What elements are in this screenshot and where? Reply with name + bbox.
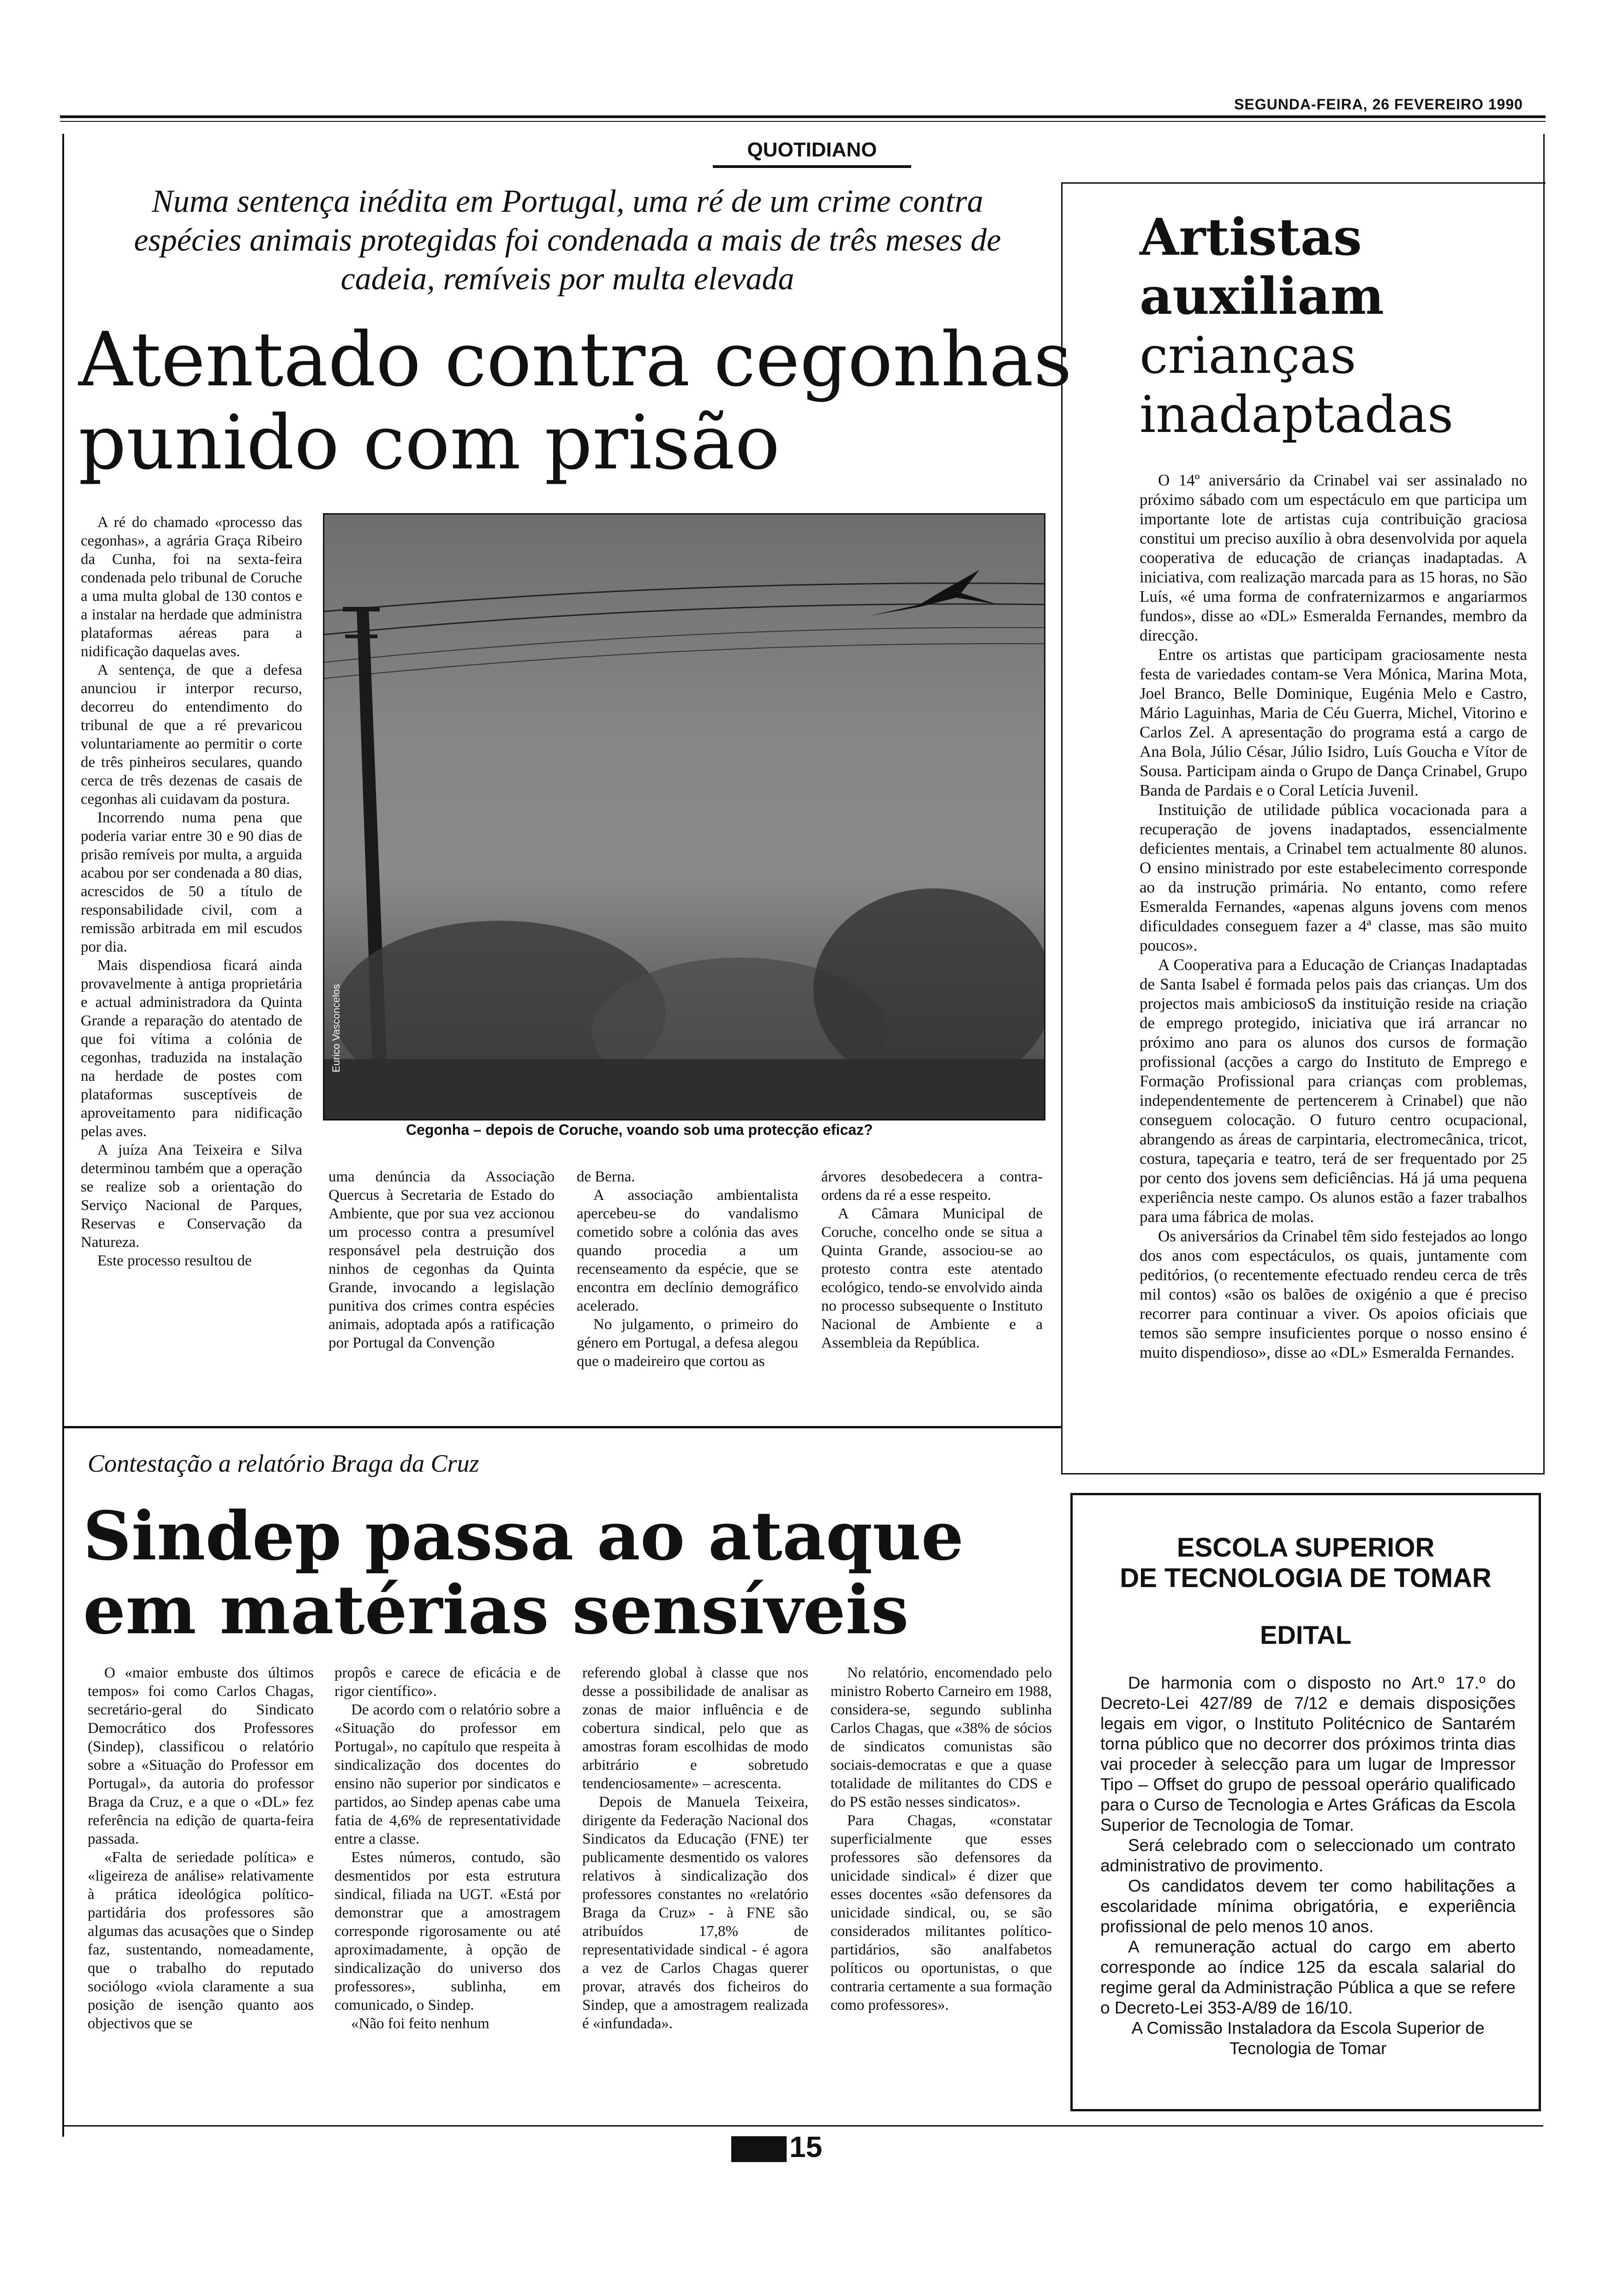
stork-photo [323, 513, 1045, 1121]
paragraph: A associação ambientalista apercebeu-se do vandalismo cometido sobre a colónia das aves quando procedia a um recenseamento da espécie, que se encontra em declínio demográfico acelerado. [577, 1187, 798, 1314]
edital-school-line2: DE TECNOLOGIA DE TOMAR [1120, 1563, 1492, 1593]
paragraph: Será celebrado com o seleccionado um contrato administrativo de provimento. [1100, 1836, 1516, 1875]
paragraph: A ré do chamado «processo das cegonhas», a agrária Graça Ribeiro da Cunha, foi na sexta-feira condenada pelo tribunal de Coruche a uma multa global de 130 contos e a instalar na herdade que administra plataformas aéreas para a nidificação daquelas aves. [81, 514, 302, 660]
paragraph: Para Chagas, «constatar superficialmente que esses professores são defensores da unicidade sindical» é dizer que esses docentes «são defensores da unicidade sindical, ou, se são considerados militantes político-partidários, são analfabetos políticos ou oportunistas, o que contraria certamente a sua formação como professores». [830, 1812, 1052, 2013]
paragraph: A sentença, de que a defesa anunciou ir interpor recurso, decorreu do entendimento do tribunal de que a ré prevaricou voluntariamente ao permitir o corte de três pinheiros seculares, quando cerca de três dezenas de casais de cegonhas ali cuidavam da postura. [81, 662, 302, 808]
artists-headline-line4: inadaptadas [1140, 385, 1454, 444]
paragraph: propôs e carece de eficácia e de rigor científico». [334, 1665, 561, 1700]
photo-caption: Cegonha – depois de Coruche, voando sob uma protecção eficaz? [406, 1121, 873, 1138]
paragraph: Os aniversários da Crinabel têm sido festejados ao longo dos anos com espectáculos, os quais, juntamente com peditórios, (o recentemente efectuado rendeu cerca de três mil contos) «são os balões de oxigénio a que é preciso recorrer para continuar a viver. Os apoios oficiais que temos são sempre insuficientes porque o nosso ensino é muito dispendioso», disse ao «DL» Esmeralda Fernandes. [1140, 1227, 1527, 1361]
paragraph: «Falta de seriedade política» e «ligeireza de análise» relativamente à prática ideológica político-partidária dos professores são algumas das acusações que o Sindep faz, sustentando, nomeadamente, que o trabalho do reputado sociólogo «viola claramente a sua posição de isenção quanto aos objectivos que se [88, 1849, 314, 2032]
right-column-frame-top [1061, 182, 1546, 184]
storks-headline-line1: Atentado contra cegonhas [78, 317, 1072, 403]
section-label: QUOTIDIANO [747, 138, 877, 161]
paragraph: Estes números, contudo, são desmentidos por esta estrutura sindical, filiada na UGT. «Está por demonstrar que a amostragem corresponde rigorosamente ou até aproximadamente, à opção de sindicalização do universo dos professores», sublinha, em comunicado, o Sindep. [334, 1849, 561, 2013]
stork-icon [864, 565, 1003, 621]
paragraph: referendo global à classe que nos desse a possibilidade de analisar as zonas de maior influência e de cobertura sindical, pelo que as amostras foram escolhidas de modo arbitrário e sobretudo tendenciosamente» – acrescenta. [582, 1665, 808, 1792]
sindep-column-4 [830, 1664, 1052, 2014]
photo-credit: Eurico Vasconcelos [330, 984, 342, 1073]
edital-label: EDITAL [1260, 1620, 1352, 1649]
artists-headline-line2: auxiliam [1140, 266, 1384, 326]
paragraph: Entre os artistas que participam graciosamente nesta festa de variedades contam-se Vera Mónica, Marina Mota, Joel Branco, Belle Dominique, Eugénia Melo e Castro, Mário Laguinhas, Maria de Céu Guerra, Michel, Vitorino e Carlos Zel. A apresentação do programa está a cargo de Ana Bola, Júlio César, Júlio Isidro, Luís Goucha e Vítor de Sousa. Participam ainda o Grupo de Dança Crinabel, Grupo Banda de Pardais e o Coral Letícia Juvenil. [1140, 646, 1527, 799]
artists-headline-line1: Artistas [1140, 207, 1362, 267]
edital-box [1070, 1493, 1541, 2111]
paragraph: De harmonia com o disposto no Art.º 17.º do Decreto-Lei 427/89 de 7/12 e demais disposições legais em vigor, o Instituto Politécnico de Santarém torna público que no decorrer dos próximos trinta dias vai proceder à selecção para um lugar de Impressor Tipo – Offset do grupo de pessoal operário qualificado para o Curso de Tecnologia e Artes Gráficas da Escola Superior de Tecnologia de Tomar. [1100, 1673, 1516, 1834]
edital-signature: A Comissão Instaladora da Escola Superior de Tecnologia de Tomar [1131, 2019, 1485, 2058]
edital-school-line1: ESCOLA SUPERIOR [1176, 1533, 1435, 1563]
storks-headline-line2: punido com prisão [78, 400, 780, 486]
edital-body [1100, 1673, 1516, 2059]
storks-deck: Numa sentença inédita em Portugal, uma ré de um crime contra espécies animais protegidas foi condenada a mais de três meses de cadeia, remíveis por multa elevada [134, 184, 1001, 297]
publication-logo [731, 2136, 787, 2162]
top-rule-thin [60, 121, 1546, 122]
paragraph: uma denúncia da Associação Quercus à Secretaria de Estado do Ambiente, que por sua vez accionou um processo contra a presumível responsável pela destruição dos ninhos de cegonhas da Quinta Grande, invocando a legislação punitiva dos crimes contra espécies animais, adoptada após a ratificação por Portugal da Convenção [328, 1168, 555, 1351]
sindep-headline-line2: em matérias sensíveis [83, 1571, 909, 1649]
sindep-column-3 [582, 1664, 808, 2033]
paragraph: A Cooperativa para a Educação de Crianças Inadaptadas de Santa Isabel é formada pelos pais das crianças. Um dos projectos mais ambiciosoS da instituição reside na criação de emprego protegido, iniciativa que irá arrancar no próximo ano para os alunos dos cursos de formação profissional (acções a cargo do Instituto de Emprego e Formação Profissional para crianças com problemas, independentemente de pertencerem à Crinabel) que não conseguem colocação. O futuro centro ocupacional, abrangendo as áreas de carpintaria, electromecânica, tricot, costura, tapeçaria e teatro, terá de ser frequentado por 25 por cento dos jovens sem deficiências. Há já uma pequena experiência neste campo. Os alunos estão a fazer trabalhos para uma fábrica de molas. [1140, 956, 1527, 1226]
left-frame-rule [62, 134, 64, 2137]
paragraph: De acordo com o relatório sobre a «Situação do professor em Portugal», no capítulo que respeita à sindicalização dos docentes do ensino não superior por sindicatos e partidos, ao Sindep apenas cabe uma fatia de 4,6% de representatividade entre a classe. [334, 1702, 561, 1847]
page-date: SEGUNDA-FEIRA, 26 FEVEREIRO 1990 [1234, 96, 1523, 113]
paragraph: Este processo resultou de [97, 1252, 252, 1269]
paragraph: A Câmara Municipal de Coruche, concelho onde se situa a Quinta Grande, associou-se ao protesto contra este atentado ecológico, tendo-se envolvido ainda no processo subsequente o Instituto Nacional de Ambiente e a Assembleia da República. [821, 1205, 1043, 1351]
middle-rule [62, 1426, 1063, 1428]
paragraph: Incorrendo numa pena que poderia variar entre 30 e 90 dias de prisão remíveis por multa, a arguida acabou por ser condenada a 80 dias, acrescidos de 50 a título de responsabilidade civil, com a remissão arbitrada em mil escudos por dia. [81, 809, 302, 955]
storks-column-4 [821, 1168, 1043, 1352]
paragraph: Mais dispendiosa ficará ainda provavelmente à antiga proprietária e actual administradora da Quinta Grande a reparação do atentado de que foi vítima a colónia de cegonhas, traduzida na instalação na herdade de postes com plataformas susceptíveis de aproveitamento para nidificação pelas aves. [81, 957, 302, 1140]
storks-column-3 [577, 1168, 798, 1371]
paragraph: No relatório, encomendado pelo ministro Roberto Carneiro em 1988, considera-se, segundo sublinha Carlos Chagas, que «38% de sócios de sindicatos comunistas são sociais-democratas e que a quase totalidade de militantes do CDS e do PS estão nesses sindicatos». [830, 1665, 1052, 1810]
page-number [731, 2130, 822, 2164]
right-column-frame-bottom [1061, 1473, 1545, 1474]
paragraph: O 14º aniversário da Crinabel vai ser assinalado no próximo sábado com um espectáculo em que participa um importante lote de artistas cuja contribuição graciosa constitui um preciso auxílio à obra desenvolvida por aquela cooperativa de educação de crianças inadaptadas. A iniciativa, com realização marcada para as 15 horas, no São Luís, «é uma forma de confraternizarmos e angariarmos fundos», disse ao «DL» Esmeralda Fernandes, membro da direcção. [1140, 471, 1527, 644]
paragraph: de Berna. [577, 1168, 635, 1185]
sindep-headline-line1: Sindep passa ao ataque [83, 1497, 964, 1576]
section-underline [713, 165, 911, 168]
sindep-column-1 [88, 1664, 314, 2033]
sindep-column-2 [334, 1664, 561, 2033]
artists-body [1140, 471, 1527, 1362]
paragraph: No julgamento, o primeiro do género em Portugal, a defesa alegou que o madeireiro que cortou as [577, 1316, 798, 1370]
paragraph: Os candidatos devem ter como habilitações a escolaridade mínima obrigatória, e experiência profissional de pelo menos 10 anos. [1100, 1876, 1516, 1936]
page-number-value: 15 [789, 2130, 823, 2163]
paragraph: Instituição de utilidade pública vocacionada para a recuperação de jovens inadaptados, essencialmente deficientes mentais, a Crinabel tem actualmente 80 alunos. O ensino ministrado por este estabelecimento corresponde ao da instrução primária. No entanto, como refere Esmeralda Fernandes, «apenas alguns jovens com menos dificuldades conseguem fazer a 4ª classe, mas são muito poucos». [1140, 801, 1527, 954]
top-rule [60, 115, 1546, 118]
artists-headline [1140, 208, 1453, 444]
bottom-rule [62, 2125, 1543, 2127]
storks-column-1 [81, 513, 302, 1270]
paragraph: O «maior embuste dos últimos tempos» foi como Carlos Chagas, secretário-geral do Sindicato Democrático dos Professores (Sindep), classificou o relatório sobre a «Situação do Professor em Portugal», da autoria do professor Braga da Cruz, e a que o «DL» fez referência na edição de quarta-feira passada. [88, 1665, 314, 1847]
paragraph: Depois de Manuela Teixeira, dirigente da Federação Nacional dos Sindicatos da Educação (FNE) ter publicamente desmentido os valores relativos à sindicalização dos professores constantes no «relatório Braga da Cruz» - à FNE são atribuídos 17,8% de representatividade sindical - é agora a vez de Carlos Chagas querer provar, através dos ficheiros do Sindep, que a amostragem realizada é «infundada». [582, 1794, 808, 2032]
paragraph: A remuneração actual do cargo em aberto corresponde ao índice 125 da escala salarial do regime geral da Administração Pública a que se refere o Decreto-Lei 353-A/89 de 16/10. [1100, 1937, 1516, 2017]
paragraph: árvores desobedecera a contra-ordens da ré a esse respeito. [821, 1168, 1043, 1204]
artists-headline-line3: crianças [1140, 326, 1356, 385]
right-column-frame-right [1543, 134, 1545, 1474]
sindep-kicker: Contestação a relatório Braga da Cruz [88, 1450, 479, 1477]
storks-column-2 [328, 1168, 555, 1352]
paragraph: A juíza Ana Teixeira e Silva determinou também que a operação se realize sob a orientação do Serviço Nacional de Parques, Reservas e Conservação da Natureza. [81, 1142, 302, 1251]
paragraph: «Não foi feito nenhum [351, 2015, 490, 2032]
